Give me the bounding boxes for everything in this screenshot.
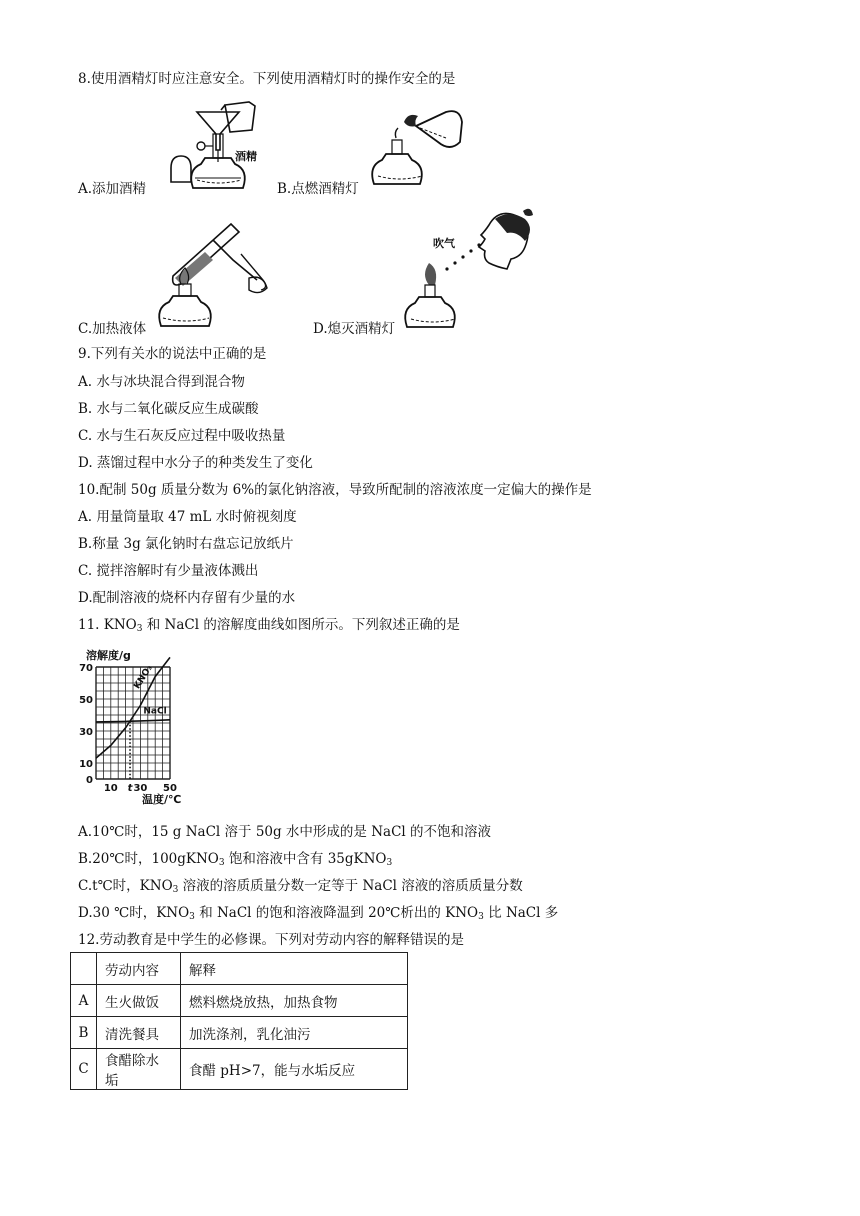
q11-option-b: B.20℃时，100gKNO$_3$ 饱和溶液中含有 35gKNO$_3$ [78,851,393,868]
table-header-explanation: 解释 [181,953,408,985]
chart-xlabel: 温度/℃ [142,793,182,806]
table-header-content: 劳动内容 [97,953,181,985]
q9-option-a: A. 水与冰块混合得到混合物 [78,374,245,390]
table-cell: A [71,985,97,1017]
q10-option-a: A. 用量筒量取 47 mL 水时俯视刻度 [78,509,297,525]
q9-option-c: C. 水与生石灰反应过程中吸收热量 [78,428,286,444]
table-cell: 清洗餐具 [97,1017,181,1049]
q11-option-d: D.30 ℃时，$KNO_3$ 和 NaCl 的饱和溶液降温到 20℃析出的 $KNO_3$ 比 NaCl 多 [78,905,559,922]
table-header-row [71,953,408,985]
q10-option-b: B.称量 3g 氯化钠时右盘忘记放纸片 [78,536,294,552]
q8-option-d: D.熄灭酒精灯 [313,321,396,337]
labor-table [70,952,408,1090]
y-tick-label: 10 [79,759,93,770]
q10-option-c: C. 搅拌溶解时有少量液体溅出 [78,563,259,579]
series-label-kno3: KNO₃ [132,663,155,691]
chart-ylabel: 溶解度/g [86,649,131,662]
q11-stem: 11. $KNO_3$ 和 NaCl 的溶解度曲线如图所示。下列叙述正确的是 [78,617,460,634]
x-tick-label: 10 [103,783,118,794]
q11-option-a: A.10℃时，15 g NaCl 溶于 50g 水中形成的是 NaCl 的不饱和溶液 [78,824,492,840]
fig-add-alcohol [165,100,275,192]
q12-stem: 12.劳动教育是中学生的必修课。下列对劳动内容的解释错误的是 [78,932,464,948]
q9-option-b: B. 水与二氧化碳反应生成碳酸 [78,401,259,417]
table-row [71,1049,408,1090]
fig-d-label: 吹气 [433,237,455,250]
fig-light-lamp [368,104,468,196]
fig-heat-liquid [155,218,280,336]
table-cell [71,953,97,985]
y-tick-label: 50 [79,695,93,706]
table-cell: 生火做饭 [97,985,181,1017]
q8-option-c: C.加热液体 [78,321,147,337]
table-row [71,1017,408,1049]
q8-option-a: A.添加酒精 [78,181,147,197]
solubility-chart [74,645,190,807]
x-tick-label: 50 [163,783,177,794]
y-tick-label: 30 [79,727,93,738]
q9-stem: 9.下列有关水的说法中正确的是 [78,346,267,362]
q11-option-c: C.t℃时，$KNO_3$ 溶液的溶质质量分数一定等于 NaCl 溶液的溶质质量分数 [78,878,523,895]
fig-a-label: 酒精 [235,150,257,163]
table-cell: 食醋 pH>7，能与水垢反应 [181,1049,408,1090]
q8-option-b: B.点燃酒精灯 [277,181,359,197]
table-cell: C [71,1049,97,1090]
q10-option-d: D.配制溶液的烧杯内存留有少量的水 [78,590,296,606]
table-row [71,985,408,1017]
q9-option-d: D. 蒸馏过程中水分子的种类发生了变化 [78,455,313,471]
x-tick-label: 30 [133,783,148,794]
table-cell: 食醋除水垢 [97,1049,181,1090]
q10-stem: 10.配制 50g 质量分数为 6%的氯化钠溶液，导致所配制的溶液浓度一定偏大的操作是 [78,482,592,498]
fig-extinguish-lamp [405,205,533,335]
x-tick-label: t [127,783,133,794]
table-cell: 加洗涤剂，乳化油污 [181,1017,408,1049]
table-cell: B [71,1017,97,1049]
series-label-nacl: NaCl [143,706,167,717]
y-tick-label: 0 [86,775,93,786]
q8-stem: 8.使用酒精灯时应注意安全。下列使用酒精灯时的操作安全的是 [78,71,456,87]
y-tick-label: 70 [79,663,93,674]
table-cell: 燃料燃烧放热，加热食物 [181,985,408,1017]
